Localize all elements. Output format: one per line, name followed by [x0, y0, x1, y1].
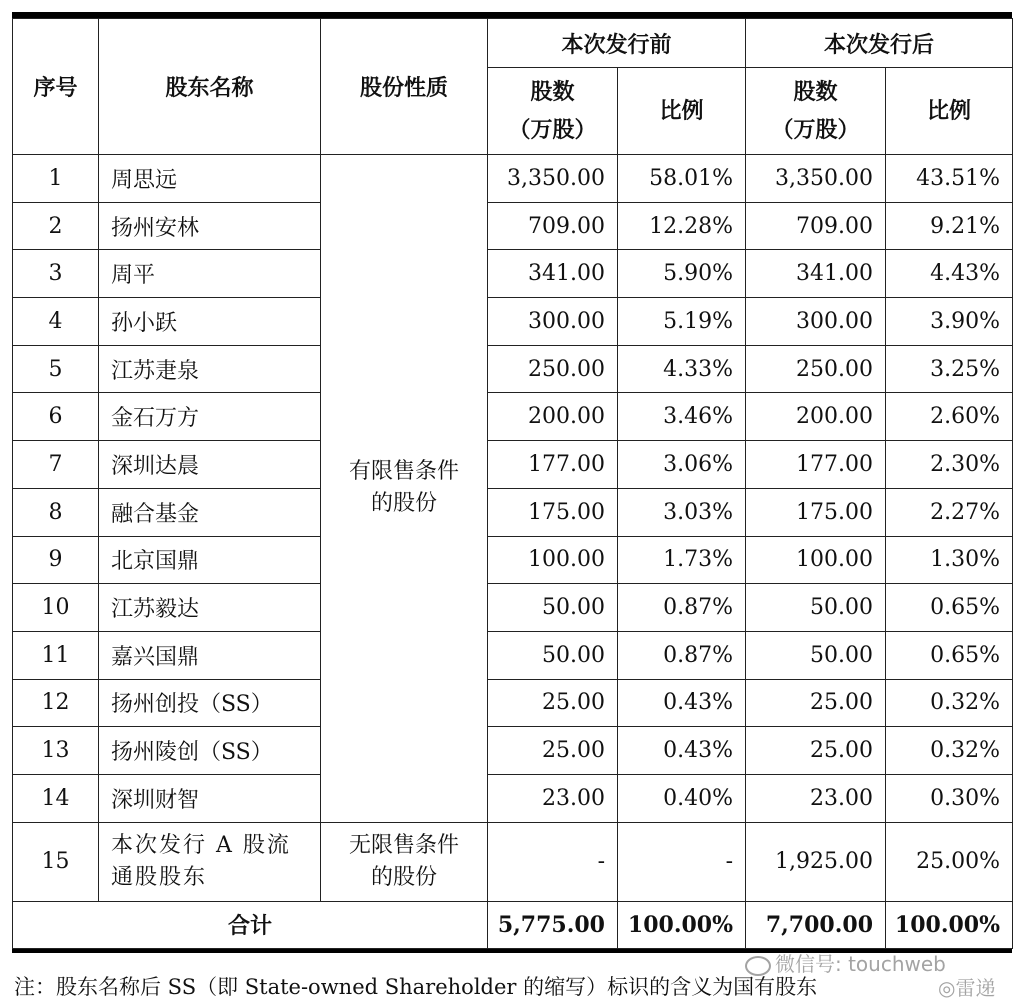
- cell-before-shares: -: [488, 822, 618, 901]
- table-row: [13, 631, 1013, 679]
- total-row: [13, 901, 1013, 948]
- cell-before-ratio: 1.73%: [618, 536, 746, 584]
- cell-seq: 9: [13, 536, 99, 584]
- cell-after-ratio: 0.65%: [886, 631, 1013, 679]
- table-row: [13, 774, 1013, 822]
- shareholder-table-container: [12, 12, 1012, 953]
- cell-seq: 13: [13, 727, 99, 775]
- total-before-shares: 5,775.00: [488, 901, 618, 948]
- cell-after-shares: 341.00: [746, 250, 886, 298]
- footnote: 注：股东名称后 SS（即 State-owned Shareholder 的缩写）标识的含义为国有股东: [14, 975, 818, 999]
- header-name: 股东名称: [99, 19, 321, 155]
- cell-before-shares: 341.00: [488, 250, 618, 298]
- table-row: [13, 727, 1013, 775]
- cell-before-shares: 3,350.00: [488, 155, 618, 203]
- cell-after-shares: 50.00: [746, 584, 886, 632]
- cell-name: 扬州创投（SS）: [99, 679, 321, 727]
- cell-after-shares: 175.00: [746, 488, 886, 536]
- cell-after-ratio: 1.30%: [886, 536, 1013, 584]
- cell-seq: 12: [13, 679, 99, 727]
- cell-before-ratio: 3.06%: [618, 441, 746, 489]
- total-label: 合计: [13, 901, 488, 948]
- cell-after-ratio: 2.30%: [886, 441, 1013, 489]
- shareholder-table: [12, 18, 1013, 949]
- cell-seq: 15: [13, 822, 99, 901]
- cell-before-ratio: 5.90%: [618, 250, 746, 298]
- cell-after-ratio: 0.65%: [886, 584, 1013, 632]
- cell-name: 扬州陵创（SS）: [99, 727, 321, 775]
- wechat-icon: [745, 956, 771, 976]
- cell-after-ratio: 3.90%: [886, 298, 1013, 346]
- cell-before-shares: 100.00: [488, 536, 618, 584]
- table-body: [13, 155, 1013, 949]
- header-after: 本次发行后: [746, 19, 1013, 68]
- total-after-ratio: 100.00%: [886, 901, 1013, 948]
- cell-seq: 2: [13, 202, 99, 250]
- watermark: 微信号: touchweb: [745, 948, 946, 977]
- cell-name: 北京国鼎: [99, 536, 321, 584]
- cell-before-shares: 23.00: [488, 774, 618, 822]
- cell-name: 深圳财智: [99, 774, 321, 822]
- cell-after-shares: 25.00: [746, 679, 886, 727]
- cell-before-ratio: 58.01%: [618, 155, 746, 203]
- cell-before-ratio: -: [618, 822, 746, 901]
- header-after-shares: 股数 （万股）: [746, 68, 886, 155]
- table-row: [13, 441, 1013, 489]
- table-row: [13, 488, 1013, 536]
- table-row: [13, 822, 1013, 901]
- cell-name: 周平: [99, 250, 321, 298]
- watermark-brand: ◎雷递: [938, 976, 996, 1000]
- cell-name: 孙小跃: [99, 298, 321, 346]
- cell-before-ratio: 3.03%: [618, 488, 746, 536]
- cell-name: 江苏毅达: [99, 584, 321, 632]
- cell-after-ratio: 0.30%: [886, 774, 1013, 822]
- cell-after-shares: 1,925.00: [746, 822, 886, 901]
- weibo-icon: ◎: [938, 976, 956, 1000]
- cell-after-ratio: 0.32%: [886, 679, 1013, 727]
- cell-before-shares: 250.00: [488, 345, 618, 393]
- cell-before-ratio: 5.19%: [618, 298, 746, 346]
- cell-before-ratio: 0.87%: [618, 584, 746, 632]
- cell-before-ratio: 3.46%: [618, 393, 746, 441]
- cell-name: 本次发行 A 股流 通股股东: [99, 822, 321, 901]
- header-after-ratio: 比例: [886, 68, 1013, 155]
- cell-after-ratio: 43.51%: [886, 155, 1013, 203]
- cell-before-ratio: 0.43%: [618, 727, 746, 775]
- cell-after-shares: 177.00: [746, 441, 886, 489]
- cell-before-ratio: 4.33%: [618, 345, 746, 393]
- cell-before-ratio: 12.28%: [618, 202, 746, 250]
- cell-after-shares: 25.00: [746, 727, 886, 775]
- cell-name: 扬州安林: [99, 202, 321, 250]
- total-before-ratio: 100.00%: [618, 901, 746, 948]
- cell-before-shares: 177.00: [488, 441, 618, 489]
- cell-name: 嘉兴国鼎: [99, 631, 321, 679]
- cell-seq: 6: [13, 393, 99, 441]
- cell-seq: 10: [13, 584, 99, 632]
- cell-after-ratio: 9.21%: [886, 202, 1013, 250]
- table-row: [13, 298, 1013, 346]
- cell-seq: 4: [13, 298, 99, 346]
- cell-after-shares: 50.00: [746, 631, 886, 679]
- cell-before-ratio: 0.43%: [618, 679, 746, 727]
- cell-seq: 1: [13, 155, 99, 203]
- header-before-ratio: 比例: [618, 68, 746, 155]
- cell-seq: 7: [13, 441, 99, 489]
- cell-after-ratio: 3.25%: [886, 345, 1013, 393]
- cell-before-shares: 175.00: [488, 488, 618, 536]
- cell-nature-unrestricted: 无限售条件 的股份: [321, 822, 488, 901]
- cell-before-shares: 200.00: [488, 393, 618, 441]
- cell-before-shares: 50.00: [488, 584, 618, 632]
- cell-before-shares: 25.00: [488, 679, 618, 727]
- cell-name: 金石万方: [99, 393, 321, 441]
- cell-after-shares: 250.00: [746, 345, 886, 393]
- header-nature: 股份性质: [321, 19, 488, 155]
- cell-name: 融合基金: [99, 488, 321, 536]
- cell-name: 周思远: [99, 155, 321, 203]
- cell-name: 江苏疌泉: [99, 345, 321, 393]
- header-before-shares: 股数 （万股）: [488, 68, 618, 155]
- cell-seq: 5: [13, 345, 99, 393]
- cell-before-shares: 709.00: [488, 202, 618, 250]
- cell-seq: 14: [13, 774, 99, 822]
- table-row: [13, 250, 1013, 298]
- table-row: [13, 584, 1013, 632]
- table-row: [13, 536, 1013, 584]
- cell-after-ratio: 25.00%: [886, 822, 1013, 901]
- total-after-shares: 7,700.00: [746, 901, 886, 948]
- table-row: [13, 393, 1013, 441]
- table-row: [13, 155, 1013, 203]
- table-row: [13, 345, 1013, 393]
- cell-name: 深圳达晨: [99, 441, 321, 489]
- cell-nature-restricted: 有限售条件 的股份: [321, 155, 488, 823]
- cell-before-shares: 50.00: [488, 631, 618, 679]
- cell-after-ratio: 4.43%: [886, 250, 1013, 298]
- cell-after-shares: 23.00: [746, 774, 886, 822]
- cell-after-ratio: 2.60%: [886, 393, 1013, 441]
- cell-seq: 11: [13, 631, 99, 679]
- cell-seq: 8: [13, 488, 99, 536]
- cell-after-shares: 200.00: [746, 393, 886, 441]
- cell-after-shares: 3,350.00: [746, 155, 886, 203]
- cell-seq: 3: [13, 250, 99, 298]
- cell-before-shares: 25.00: [488, 727, 618, 775]
- cell-after-shares: 100.00: [746, 536, 886, 584]
- cell-after-shares: 709.00: [746, 202, 886, 250]
- header-seq: 序号: [13, 19, 99, 155]
- table-row: [13, 202, 1013, 250]
- cell-after-shares: 300.00: [746, 298, 886, 346]
- header-before: 本次发行前: [488, 19, 746, 68]
- cell-before-ratio: 0.40%: [618, 774, 746, 822]
- cell-before-shares: 300.00: [488, 298, 618, 346]
- cell-before-ratio: 0.87%: [618, 631, 746, 679]
- cell-after-ratio: 0.32%: [886, 727, 1013, 775]
- cell-after-ratio: 2.27%: [886, 488, 1013, 536]
- table-row: [13, 679, 1013, 727]
